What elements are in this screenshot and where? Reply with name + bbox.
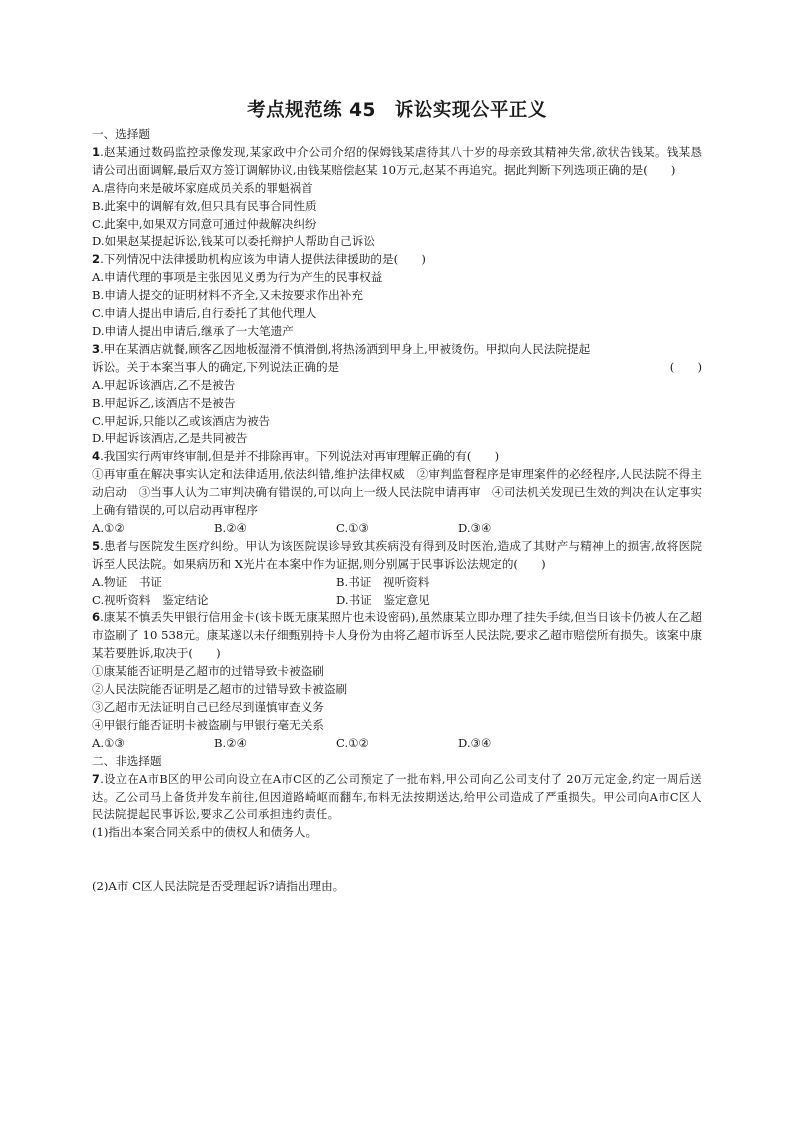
option-a: A.①③ <box>92 735 125 750</box>
option-d: D.如果赵某提起诉讼,钱某可以委托辩护人帮助自己诉讼 <box>92 234 375 249</box>
page-title: 考点规范练 45 诉讼实现公平正义 <box>247 100 547 121</box>
question-stem: .患者与医院发生医疗纠纷。甲认为该医院误诊导致其疾病没有得到及时医治,造成了其财产与精神上的损害,故将医院诉至人民法院。如果病历和 X光片在本案中作为证据,则分别属于民事诉讼法规定的( ) <box>92 538 702 571</box>
question-3-line-2 <box>92 359 702 377</box>
option-c: C.视听资料 鉴定结论 <box>92 592 209 607</box>
sub-question-2: (2)A市 C区人民法院是否受理起诉?请指出理由。 <box>92 879 345 894</box>
sub-question-1: (1)指出本案合同关系中的债权人和债务人。 <box>92 825 318 840</box>
question-stem: .下列情况中法律援助机构应该为申请人提供法律援助的是( ) <box>100 252 426 267</box>
question-number: 2 <box>92 252 101 267</box>
question-1 <box>92 144 702 180</box>
question-number: 5 <box>92 538 101 553</box>
question-7 <box>92 771 702 825</box>
option-a: A.虐待向来是破坏家庭成员关系的罪魁祸首 <box>92 180 313 195</box>
question-5 <box>92 538 702 574</box>
option-b: B.书证 视听资料 <box>336 574 430 589</box>
option-c: C.①② <box>336 735 369 750</box>
option-c: C.申请人提出申请后,自行委托了其他代理人 <box>92 306 317 321</box>
question-stem-cont: 诉讼。关于本案当事人的确定,下列说法正确的是 <box>92 359 340 374</box>
option-c: C.①③ <box>336 520 369 535</box>
option-b: B.此案中的调解有效,但只具有民事合同性质 <box>92 198 317 213</box>
option-b: B.②④ <box>214 520 247 535</box>
option-row <box>92 735 702 753</box>
option-a: A.物证 书证 <box>92 574 163 589</box>
statement-2: ②人民法院能否证明是乙超市的过错导致卡被盗刷 <box>92 682 348 697</box>
option-d: D.甲起诉该酒店,乙是共同被告 <box>92 431 248 446</box>
option-c: C.此案中,如果双方同意可通过仲裁解决纠纷 <box>92 216 317 231</box>
question-stem: .甲在某酒店就餐,顾客乙因地板湿滑不慎滑倒,将热汤洒到甲身上,甲被烫伤。甲拟向人民法院提起 <box>100 341 591 356</box>
question-number: 6 <box>92 610 101 625</box>
statement-3: ③乙超市无法证明自己已经尽到谨慎审查义务 <box>92 700 324 714</box>
option-a: A.①② <box>92 520 125 535</box>
question-6 <box>92 609 702 663</box>
option-b: B.申请人提交的证明材料不齐全,又未按要求作出补充 <box>92 288 363 303</box>
option-a: A.甲起诉该酒店,乙不是被告 <box>92 377 236 392</box>
question-number: 7 <box>92 772 101 786</box>
question-4 <box>92 448 702 466</box>
question-stem: .康某不慎丢失甲银行信用金卡(该卡既无康某照片也未设密码),虽然康某立即办理了挂失手续,但当日该卡仍被人在乙超市盗刷了 10 538元。康某遂以未仔细甄别持卡人身份为由将乙超市诉至人民法院,要求乙超市赔偿所有损失。该案中康某若要胜诉,取决于( ) <box>92 610 702 661</box>
option-d: D.申请人提出申请后,继承了一大笔遗产 <box>92 323 294 338</box>
option-b: B.②④ <box>214 735 247 750</box>
option-row <box>92 520 702 538</box>
option-row <box>92 574 702 592</box>
question-number: 4 <box>92 449 101 464</box>
statement-4: ④甲银行能否证明卡被盗刷与甲银行毫无关系 <box>92 717 324 732</box>
option-row <box>92 592 702 610</box>
question-2 <box>92 251 702 269</box>
question-4-statements: ①再审重在解决事实认定和法律适用,依法纠错,维护法律权威 ②审判监督程序是审理案件的必经程序,人民法院不得主动启动 ③当事人认为二审判决确有错误的,可以向上一级人民法院申请再审 ④司法机关发现已生效的判决在认定事实上确有错误的,可以启动再审程序 <box>92 467 702 518</box>
answer-space <box>92 842 702 878</box>
option-d: D.书证 鉴定意见 <box>336 592 430 607</box>
question-stem: .我国实行两审终审制,但是并不排除再审。下列说法对再审理解正确的有( ) <box>100 449 500 464</box>
answer-paren: ( ) <box>669 359 702 374</box>
option-b: B.甲起诉乙,该酒店不是被告 <box>92 395 236 410</box>
document-page <box>92 98 702 896</box>
option-a: A.申请代理的事项是主张因见义勇为行为产生的民事权益 <box>92 270 383 285</box>
statement-1: ①康某能否证明是乙超市的过错导致卡被盗刷 <box>92 664 324 679</box>
section-heading-choice: 一、选择题 <box>92 127 150 141</box>
question-stem: .设立在A市B区的甲公司向设立在A市C区的乙公司预定了一批布料,甲公司向乙公司支付了 20万元定金,约定一周后送达。乙公司马上备货并发车前往,但因道路崎岖而翻车,布料无法按期送达,给甲公司造成了严重损失。甲公司向A市C区人民法院提起民事诉讼,要求乙公司承担违约责任。 <box>92 772 702 822</box>
question-stem: .赵某通过数码监控录像发现,某家政中介公司介绍的保姆钱某虐待其八十岁的母亲致其精神失常,欲状告钱某。钱某恳请公司出面调解,最后双方签订调解协议,由钱某赔偿赵某 10万元,赵某不再追究。据此判断下列选项正确的是( ) <box>92 144 702 177</box>
question-number: 1 <box>92 144 101 159</box>
section-heading-nonchoice: 二、非选择题 <box>92 753 162 768</box>
question-number: 3 <box>92 341 101 356</box>
option-d: D.③④ <box>458 735 492 750</box>
option-d: D.③④ <box>458 520 492 535</box>
question-3 <box>92 341 702 359</box>
option-c: C.甲起诉,只能以乙或该酒店为被告 <box>92 413 271 428</box>
